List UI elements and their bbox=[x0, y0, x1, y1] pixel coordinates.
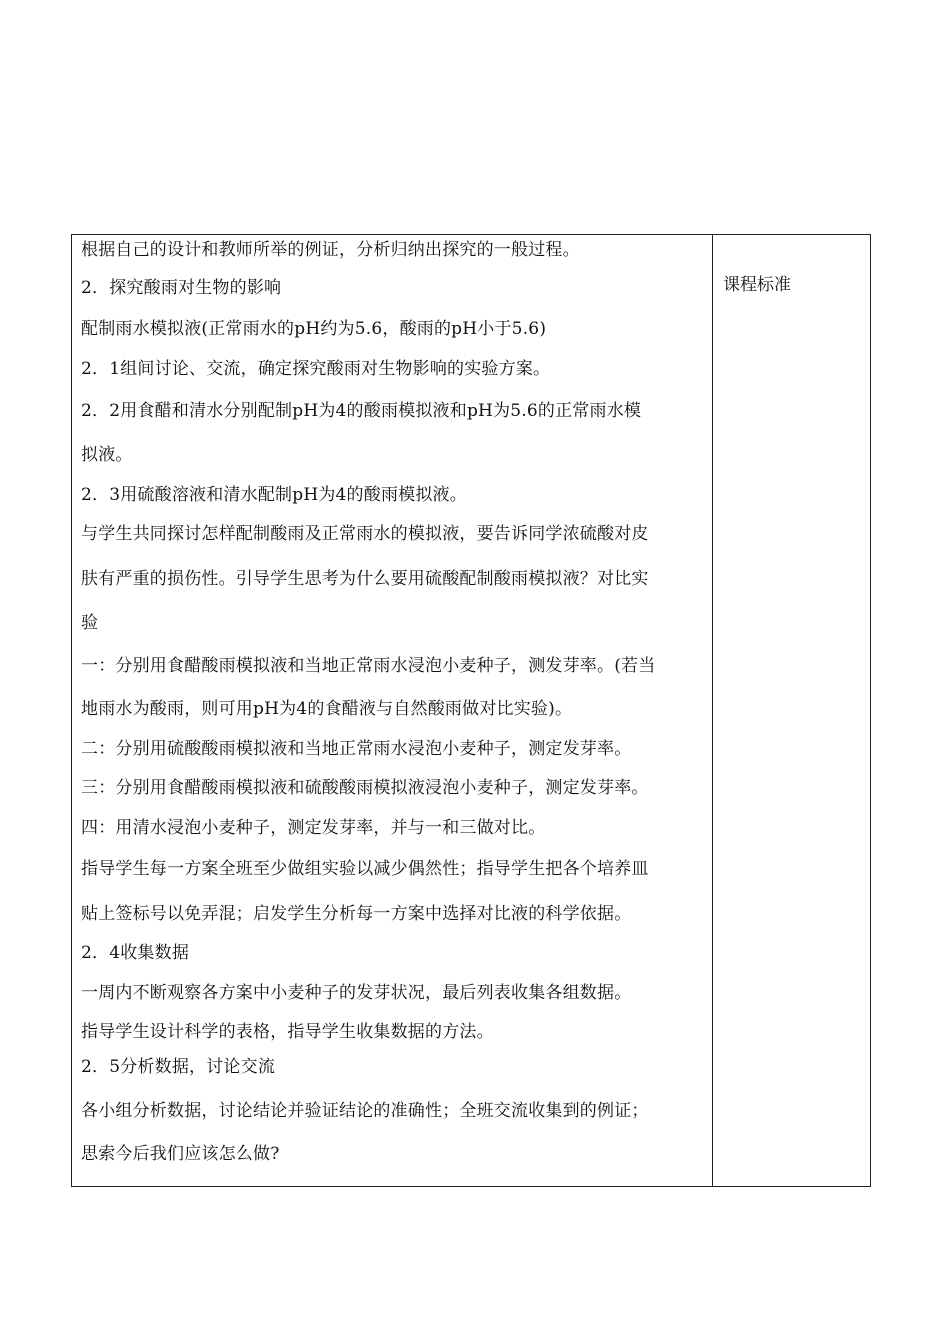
text-line: 2．1组间讨论、交流，确定探究酸雨对生物影响的实验方案。 bbox=[81, 359, 551, 379]
lesson-content-cell bbox=[72, 235, 712, 1186]
curriculum-standard-cell bbox=[713, 235, 870, 1186]
text-line: 指导学生每一方案全班至少做组实验以减少偶然性；指导学生把各个培养皿 bbox=[81, 859, 649, 879]
text-line: 地雨水为酸雨，则可用pH为4的食醋液与自然酸雨做对比实验)。 bbox=[81, 699, 573, 719]
text-line: 肤有严重的损伤性。引导学生思考为什么要用硫酸配制酸雨模拟液？对比实 bbox=[81, 569, 649, 589]
text-line: 一：分别用食醋酸雨模拟液和当地正常雨水浸泡小麦种子，测发芽率。(若当 bbox=[81, 656, 656, 676]
text-line: 拟液。 bbox=[81, 445, 133, 465]
text-line: 配制雨水模拟液(正常雨水的pH约为5.6，酸雨的pH小于5.6) bbox=[81, 319, 547, 339]
text-line: 思索今后我们应该怎么做? bbox=[81, 1144, 280, 1164]
text-line: 2．3用硫酸溶液和清水配制pH为4的酸雨模拟液。 bbox=[81, 485, 467, 505]
text-line: 各小组分析数据，讨论结论并验证结论的准确性；全班交流收集到的例证； bbox=[81, 1101, 649, 1121]
text-line: 四：用清水浸泡小麦种子，测定发芽率，并与一和三做对比。 bbox=[81, 818, 546, 838]
text-line: 验 bbox=[81, 613, 99, 633]
text-line: 一周内不断观察各方案中小麦种子的发芽状况，最后列表收集各组数据。 bbox=[81, 983, 632, 1003]
text-line: 与学生共同探讨怎样配制酸雨及正常雨水的模拟液，要告诉同学浓硫酸对皮 bbox=[81, 524, 649, 544]
lesson-table bbox=[71, 234, 871, 1187]
text-line: 指导学生设计科学的表格，指导学生收集数据的方法。 bbox=[81, 1022, 494, 1042]
text-line: 三：分别用食醋酸雨模拟液和硫酸酸雨模拟液浸泡小麦种子，测定发芽率。 bbox=[81, 778, 649, 798]
text-line: 2．4收集数据 bbox=[81, 943, 190, 963]
text-line: 二：分别用硫酸酸雨模拟液和当地正常雨水浸泡小麦种子，测定发芽率。 bbox=[81, 739, 632, 759]
text-line: 根据自己的设计和教师所举的例证，分析归纳出探究的一般过程。 bbox=[81, 240, 580, 260]
text-line: 2．2用食醋和清水分别配制pH为4的酸雨模拟液和pH为5.6的正常雨水模 bbox=[81, 401, 642, 421]
text-line: 贴上签标号以免弄混；启发学生分析每一方案中选择对比液的科学依据。 bbox=[81, 904, 632, 924]
text-line: 2．探究酸雨对生物的影响 bbox=[81, 278, 282, 298]
text-line: 2．5分析数据，讨论交流 bbox=[81, 1057, 276, 1077]
curriculum-standard-label: 课程标准 bbox=[723, 275, 791, 295]
